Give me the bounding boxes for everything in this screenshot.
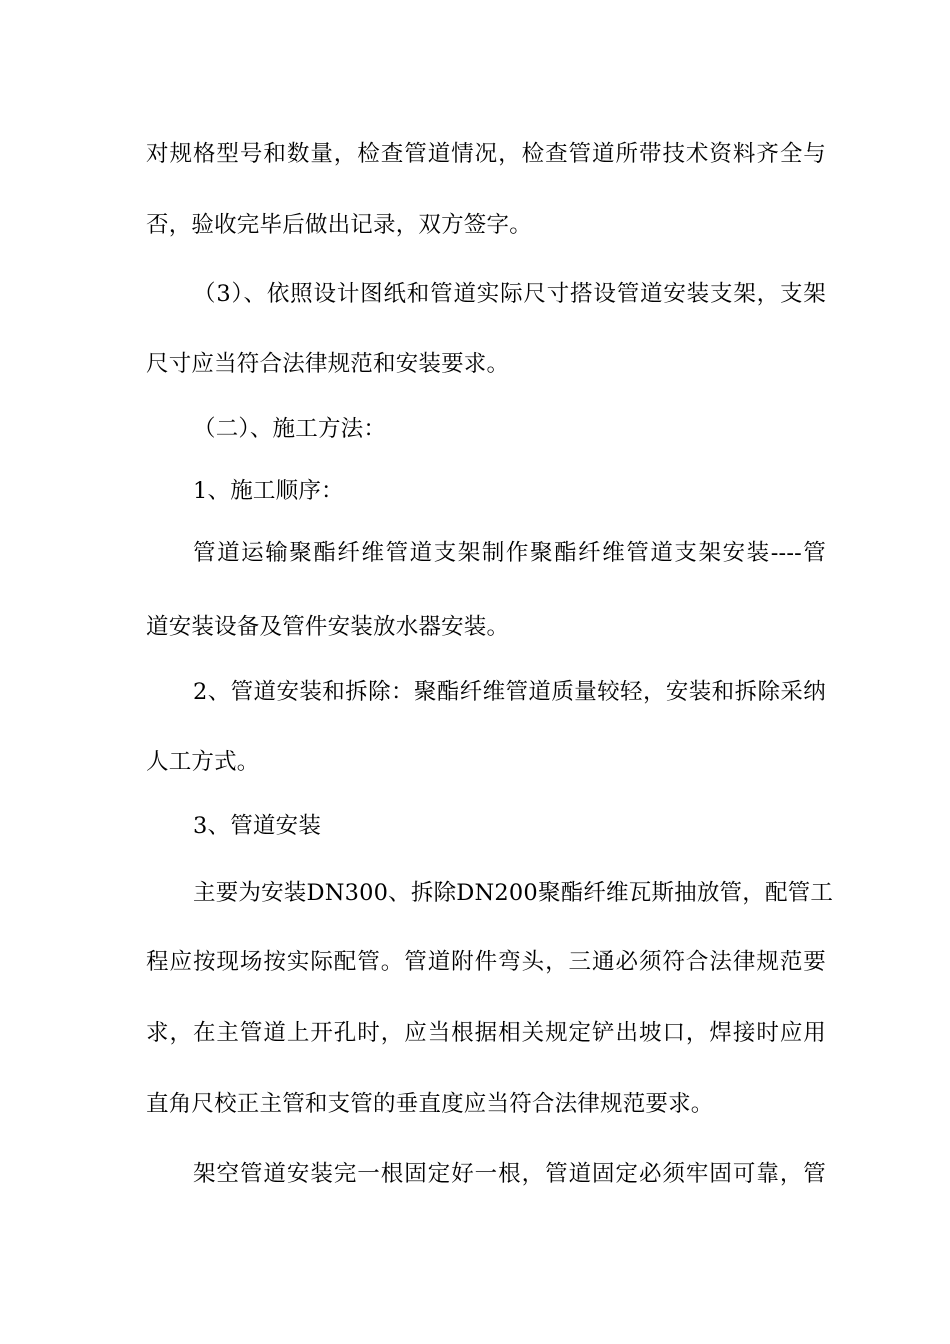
- text-line: 直角尺校正主管和支管的垂直度应当符合法律规范要求。: [146, 1091, 714, 1117]
- subheading: 1、施工顺序：: [193, 478, 344, 504]
- text-line: 程应按现场按实际配管。管道附件弯头，三通必须符合法律规范要: [146, 949, 826, 975]
- subheading: 3、管道安装: [193, 813, 322, 839]
- text-line: 否，验收完毕后做出记录，双方签字。: [146, 212, 532, 238]
- text-line: 管道运输聚酯纤维管道支架制作聚酯纤维管道支架安装----管: [193, 540, 826, 566]
- text-line: 人工方式。: [146, 749, 260, 775]
- section-heading: （二）、施工方法：: [193, 416, 387, 442]
- text-line: 2、管道安装和拆除：聚酯纤维管道质量较轻，安装和拆除采纳: [193, 679, 826, 705]
- text-line: 架空管道安装完一根固定好一根，管道固定必须牢固可靠，管: [193, 1161, 826, 1187]
- text-line: 主要为安装DN300、拆除DN200聚酯纤维瓦斯抽放管，配管工: [193, 880, 834, 906]
- text-line: 尺寸应当符合法律规范和安装要求。: [146, 351, 510, 377]
- text-line: （3）、依照设计图纸和管道实际尺寸搭设管道安装支架，支架: [193, 281, 826, 307]
- text-line: 求，在主管道上开孔时，应当根据相关规定铲出坡口，焊接时应用: [146, 1020, 826, 1046]
- text-line: 对规格型号和数量，检查管道情况，检查管道所带技术资料齐全与: [146, 141, 826, 167]
- text-line: 道安装设备及管件安装放水器安装。: [146, 614, 510, 640]
